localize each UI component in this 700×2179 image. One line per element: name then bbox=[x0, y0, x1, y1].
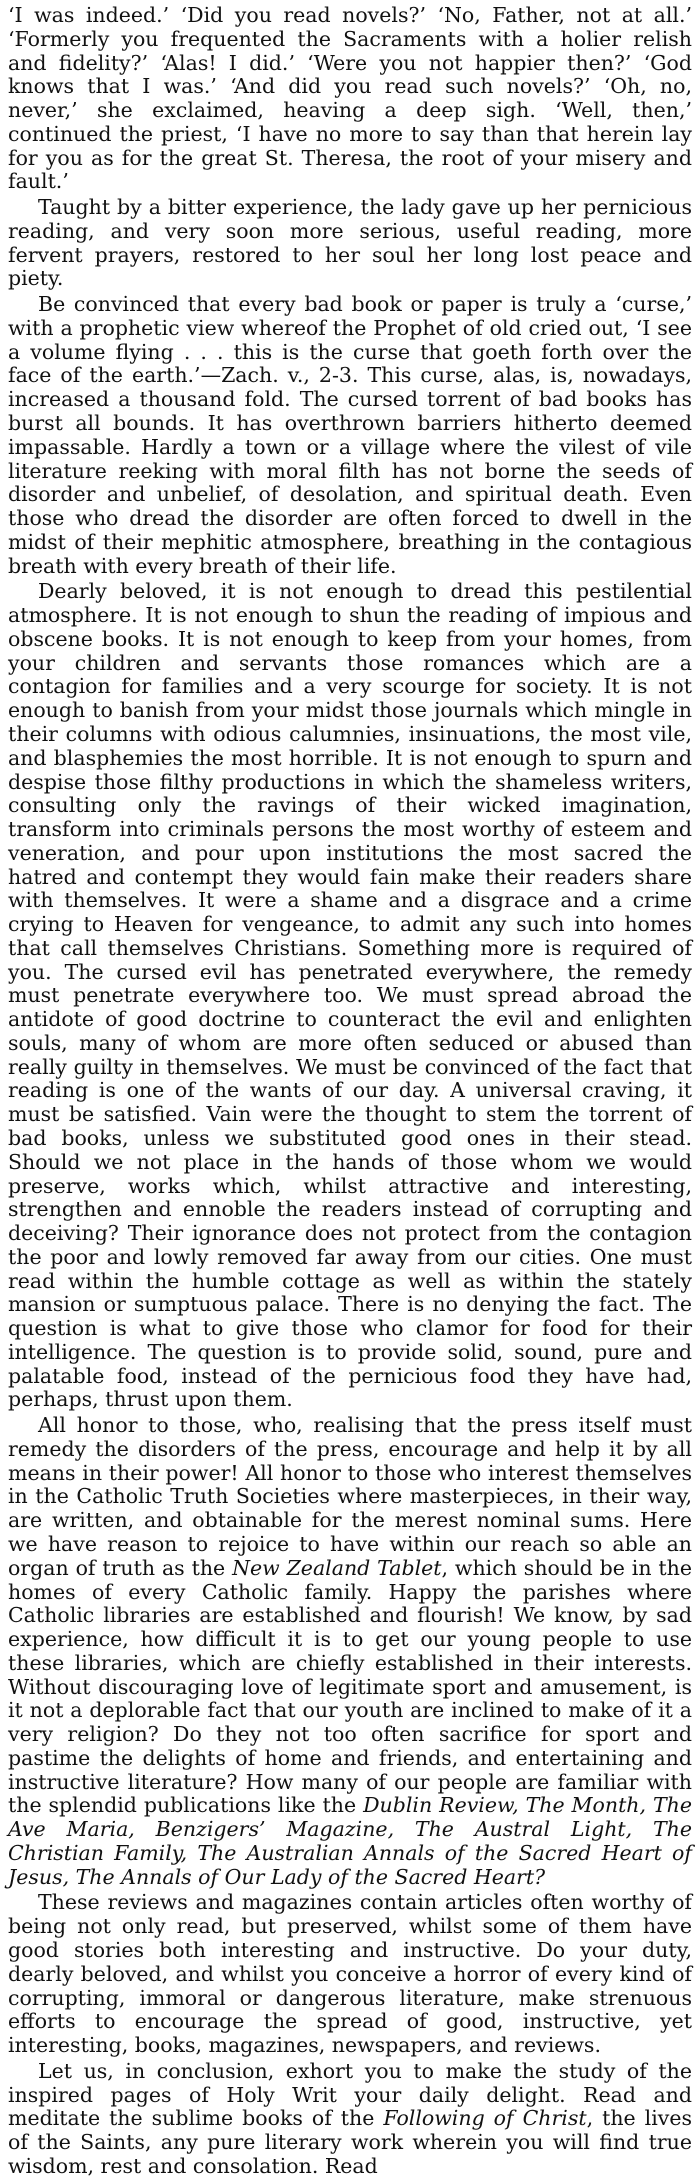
paragraph bbox=[8, 196, 692, 291]
paragraph-text: , the lives of the Saints, any pure literary work wherein you will find true wisdom, rest and consolation. Read bbox=[8, 2106, 692, 2178]
paragraph-text: , which should be in the homes of every Catholic family. Happy the parishes where Catholic libraries are established and flourish! We know, by sad experience, how difficult it is to get our young people to use these libraries, which are chiefly established in their interests. Without discouraging love of legitimate sport and amusement, is it not a deplorable fact that our youth are inclined to make of it a very religion? Do they not too often sacrifice for sport and pastime the delights of home and friends, and entertaining and instructive literature? How many of our people are familiar with the splendid publications like the bbox=[8, 1555, 692, 1818]
paragraph bbox=[8, 1891, 692, 2057]
paragraph-text: Be convinced that every bad book or paper is truly a ‘curse,’ with a prophetic view whereof the Prophet of old cried out, ‘I see a volume flying . . . this is the curse that goeth forth over the face of the earth.’—Zach. v., 2-3. This curse, alas, is, nowadays, increased a thousand fold. The cursed torrent of bad books has burst all bounds. It has overthrown barriers hitherto deemed impassable. Hardly a town or a village where the vilest of vile literature reeking with moral filth has not borne the seeds of disorder and unbelief, of desolation, and spiritual death. Even those who dread the disorder are often forced to dwell in the midst of their mephitic atmosphere, breathing in the contagious breath with every breath of their life. bbox=[8, 292, 692, 578]
italic-title-text: New Zealand Tablet bbox=[232, 1555, 442, 1580]
paragraph-text: All honor to those, who, realising that the press itself must remedy the disorders of the press, encourage and help it by all means in their power! All honor to those who interest themselves in the Catholic Truth Societies where masterpieces, in their way, are written, and obtainable for the merest nominal sums. Here we have reason to rejoice to have within our reach so able an organ of truth as the bbox=[8, 1413, 692, 1580]
paragraph-text: ‘I was indeed.’ ‘Did you read novels?’ ‘No, Father, not at all.’ ‘Formerly you frequented the Sacraments with a holier relish and fidelity?’ ‘Alas! I did.’ ‘Were you not happier then?’ ‘God knows that I was.’ ‘And did you read such novels?’ ‘Oh, no, never,’ she exclaimed, heaving a deep sigh. ‘Well, then,’ continued the priest, ‘I have no more to say than that herein lay for you as for the great St. Theresa, the root of your misery and fault.’ bbox=[8, 3, 692, 194]
paragraph bbox=[8, 293, 692, 578]
paragraph-text: Taught by a bitter experience, the lady gave up her pernicious reading, and very soon more serious, useful reading, more fervent prayers, restored to her soul her long lost peace and piety. bbox=[8, 195, 692, 291]
italic-title-text: Following of Christ bbox=[383, 2106, 587, 2131]
paragraph bbox=[8, 580, 692, 1412]
paragraph-text: These reviews and magazines contain articles often worthy of being not only read, but preserved, whilst some of them have good stories both interesting and instructive. Do your duty, dearly beloved, and whilst you conceive a horror of every kind of corrupting, immoral or dangerous literature, make strenuous efforts to encourage the spread of good, instructive, yet interesting, books, magazines, newspapers, and reviews. bbox=[8, 1890, 692, 2058]
paragraph bbox=[8, 1414, 692, 1889]
article-body bbox=[8, 4, 692, 2179]
paragraph bbox=[8, 4, 692, 194]
italic-title-text: Dublin Review, The Month, The Ave Maria, Benzigers’ Magazine, The Austral Light, The Christian Family, The Australian Annals of the Sacred Heart of Jesus, The Annals of Our Lady of the Sacred Heart? bbox=[8, 1793, 692, 1889]
paragraph bbox=[8, 2060, 692, 2179]
paragraph-text: Let us, in conclusion, exhort you to make the study of the inspired pages of Holy Writ your daily delight. Read and meditate the sublime books of the bbox=[8, 2058, 692, 2131]
paragraph-text: Dearly beloved, it is not enough to dread this pestilential atmosphere. It is not enough to shun the reading of impious and obscene books. It is not enough to keep from your homes, from your children and servants those romances which are a contagion for families and a very scourge for society. It is not enough to banish from your midst those journals which mingle in their columns with odious calumnies, insinuations, the most vile, and blasphemies the most horrible. It is not enough to spurn and despise those filthy productions in which the shameless writers, consulting only the ravings of their wicked imagination, transform into criminals persons the most worthy of esteem and veneration, and pour upon institutions the most sacred the hatred and contempt they would fain make their readers share with themselves. It were a shame and a disgrace and a crime crying to Heaven for vengeance, to admit any such into homes that call themselves Christians. Something more is required of you. The cursed evil has penetrated everywhere, the remedy must penetrate everywhere too. We must spread abroad the antidote of good doctrine to counteract the evil and enlighten souls, many of whom are more often seduced or abused than really guilty in themselves. We must be convinced of the fact that reading is one of the wants of our day. A universal craving, it must be satisfied. Vain were the thought to stem the torrent of bad books, unless we substituted good ones in their stead. Should we not place in the hands of those whom we would preserve, works which, whilst attractive and interesting, strengthen and ennoble the readers instead of corrupting and deceiving? Their ignorance does not protect from the contagion the poor and lowly removed far away from our cities. One must read within the humble cottage as well as within the stately mansion or sumptuous palace. There is no denying the fact. The question is what to give those who clamor for food for their intelligence. The question is to provide solid, sound, pure and palatable food, instead of the pernicious food they have had, perhaps, thrust upon them. bbox=[8, 579, 692, 1412]
